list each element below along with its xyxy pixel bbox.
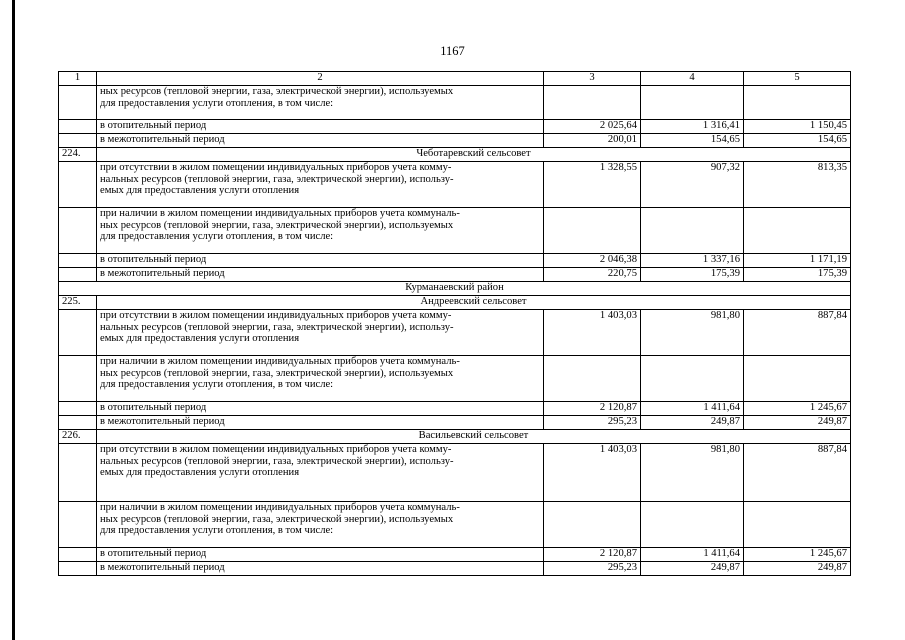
table-row (59, 208, 851, 254)
row-description (97, 502, 544, 548)
scan-edge-bar (12, 0, 15, 640)
table-row (59, 548, 851, 562)
description-line: емых для предоставления услуги отопления (100, 467, 300, 479)
period-label: в отопительный период (97, 402, 544, 416)
row-number (59, 416, 97, 430)
description-line: емых для предоставления услуги отопления (100, 185, 300, 197)
value-col-3: 2 046,38 (544, 254, 641, 268)
table-row (59, 562, 851, 576)
value-col-4: 981,80 (641, 310, 744, 356)
page-number: 1167 (440, 44, 465, 58)
value-col-3: 220,75 (544, 268, 641, 282)
description-line: при отсутствии в жилом помещении индивидуальных приборов учета комму- (100, 444, 452, 455)
table-row (59, 310, 851, 356)
row-number (59, 86, 97, 120)
table-row (59, 502, 851, 548)
description-line: емых для предоставления услуги отопления (100, 333, 300, 345)
description-line: нальных ресурсов (тепловой энергии, газа, электрической энергии), использу- (100, 321, 454, 333)
row-number (59, 162, 97, 208)
value-col-4: 249,87 (641, 416, 744, 430)
row-number (59, 120, 97, 134)
value-col-4: 1 411,64 (641, 402, 744, 416)
value-col-4: 1 337,16 (641, 254, 744, 268)
value-col-3 (544, 86, 641, 120)
row-number (59, 268, 97, 282)
value-col-5: 1 245,67 (744, 402, 851, 416)
value-col-5: 154,65 (744, 134, 851, 148)
period-label: в межотопительный период (97, 268, 544, 282)
table-row (59, 148, 851, 162)
table-row (59, 296, 851, 310)
description-line: при наличии в жилом помещении индивидуальных приборов учета коммуналь- (100, 502, 460, 513)
description-line: для предоставления услуги отопления, в том числе: (100, 231, 334, 243)
col-header-3: 3 (544, 72, 641, 86)
period-label: в межотопительный период (97, 562, 544, 576)
period-label: в межотопительный период (97, 134, 544, 148)
row-number (59, 402, 97, 416)
value-col-3: 1 403,03 (544, 444, 641, 502)
description-line: ных ресурсов (тепловой энергии, газа, электрической энергии), используемых (100, 513, 454, 525)
row-number (59, 134, 97, 148)
description-line: ных ресурсов (тепловой энергии, газа, электрической энергии), используемых (100, 367, 454, 379)
col-header-5: 5 (744, 72, 851, 86)
value-col-3 (544, 208, 641, 254)
value-col-3: 200,01 (544, 134, 641, 148)
section-title: Чеботаревский сельсовет (97, 148, 851, 162)
value-col-4: 175,39 (641, 268, 744, 282)
description-line: при наличии в жилом помещении индивидуальных приборов учета коммуналь- (100, 356, 460, 367)
value-col-4: 1 411,64 (641, 548, 744, 562)
value-col-4: 154,65 (641, 134, 744, 148)
value-col-5: 887,84 (744, 444, 851, 502)
table-row (59, 356, 851, 402)
table-row (59, 86, 851, 120)
description-line: для предоставления услуги отопления, в том числе: (100, 525, 334, 537)
value-col-5: 1 171,19 (744, 254, 851, 268)
description-line: при отсутствии в жилом помещении индивидуальных приборов учета комму- (100, 162, 452, 173)
description-line: для предоставления услуги отопления, в том числе: (100, 97, 334, 109)
period-label: в отопительный период (97, 548, 544, 562)
table-row (59, 120, 851, 134)
value-col-3: 2 025,64 (544, 120, 641, 134)
tariff-table (58, 71, 851, 576)
col-header-4: 4 (641, 72, 744, 86)
row-description (97, 310, 544, 356)
value-col-3: 1 403,03 (544, 310, 641, 356)
description-line: ных ресурсов (тепловой энергии, газа, электрической энергии), используемых (100, 219, 454, 231)
table-row (59, 162, 851, 208)
period-label: в отопительный период (97, 254, 544, 268)
row-number (59, 310, 97, 356)
row-description (97, 162, 544, 208)
col-header-1: 1 (59, 72, 97, 86)
row-description (97, 356, 544, 402)
section-title: Васильевский сельсовет (97, 430, 851, 444)
period-label: в отопительный период (97, 120, 544, 134)
value-col-4 (641, 502, 744, 548)
row-number: 226. (59, 430, 97, 444)
table-row (59, 254, 851, 268)
value-col-5: 175,39 (744, 268, 851, 282)
table-row (59, 268, 851, 282)
description-line: при наличии в жилом помещении индивидуальных приборов учета коммуналь- (100, 208, 460, 219)
value-col-5 (744, 502, 851, 548)
row-number (59, 502, 97, 548)
value-col-3: 1 328,55 (544, 162, 641, 208)
value-col-5: 813,35 (744, 162, 851, 208)
table-row (59, 416, 851, 430)
row-number: 225. (59, 296, 97, 310)
description-line: при отсутствии в жилом помещении индивидуальных приборов учета комму- (100, 310, 452, 321)
value-col-3: 295,23 (544, 562, 641, 576)
value-col-5: 887,84 (744, 310, 851, 356)
row-number (59, 208, 97, 254)
table-row (59, 444, 851, 502)
row-number (59, 356, 97, 402)
value-col-5 (744, 86, 851, 120)
value-col-5: 1 245,67 (744, 548, 851, 562)
row-description (97, 444, 544, 502)
row-description (97, 208, 544, 254)
value-col-4: 907,32 (641, 162, 744, 208)
value-col-5: 249,87 (744, 562, 851, 576)
value-col-4 (641, 86, 744, 120)
row-number (59, 254, 97, 268)
value-col-3 (544, 502, 641, 548)
row-number: 224. (59, 148, 97, 162)
table-header-row (59, 72, 851, 86)
description-line: нальных ресурсов (тепловой энергии, газа, электрической энергии), использу- (100, 173, 454, 185)
value-col-4: 249,87 (641, 562, 744, 576)
value-col-4: 981,80 (641, 444, 744, 502)
row-number (59, 562, 97, 576)
value-col-4 (641, 208, 744, 254)
table-row (59, 402, 851, 416)
value-col-5: 249,87 (744, 416, 851, 430)
value-col-5 (744, 208, 851, 254)
region-title: Курманаевский район (59, 282, 851, 296)
description-line: нальных ресурсов (тепловой энергии, газа, электрической энергии), использу- (100, 455, 454, 467)
col-header-2: 2 (97, 72, 544, 86)
description-line: для предоставления услуги отопления, в том числе: (100, 379, 334, 391)
table-row (59, 282, 851, 296)
value-col-4 (641, 356, 744, 402)
section-title: Андреевский сельсовет (97, 296, 851, 310)
row-description (97, 86, 544, 120)
value-col-3 (544, 356, 641, 402)
table-row (59, 430, 851, 444)
value-col-3: 2 120,87 (544, 548, 641, 562)
row-number (59, 444, 97, 502)
value-col-3: 295,23 (544, 416, 641, 430)
description-line: ных ресурсов (тепловой энергии, газа, электрической энергии), используемых (100, 86, 454, 97)
value-col-5 (744, 356, 851, 402)
value-col-5: 1 150,45 (744, 120, 851, 134)
table-row (59, 134, 851, 148)
period-label: в межотопительный период (97, 416, 544, 430)
row-number (59, 548, 97, 562)
value-col-3: 2 120,87 (544, 402, 641, 416)
value-col-4: 1 316,41 (641, 120, 744, 134)
